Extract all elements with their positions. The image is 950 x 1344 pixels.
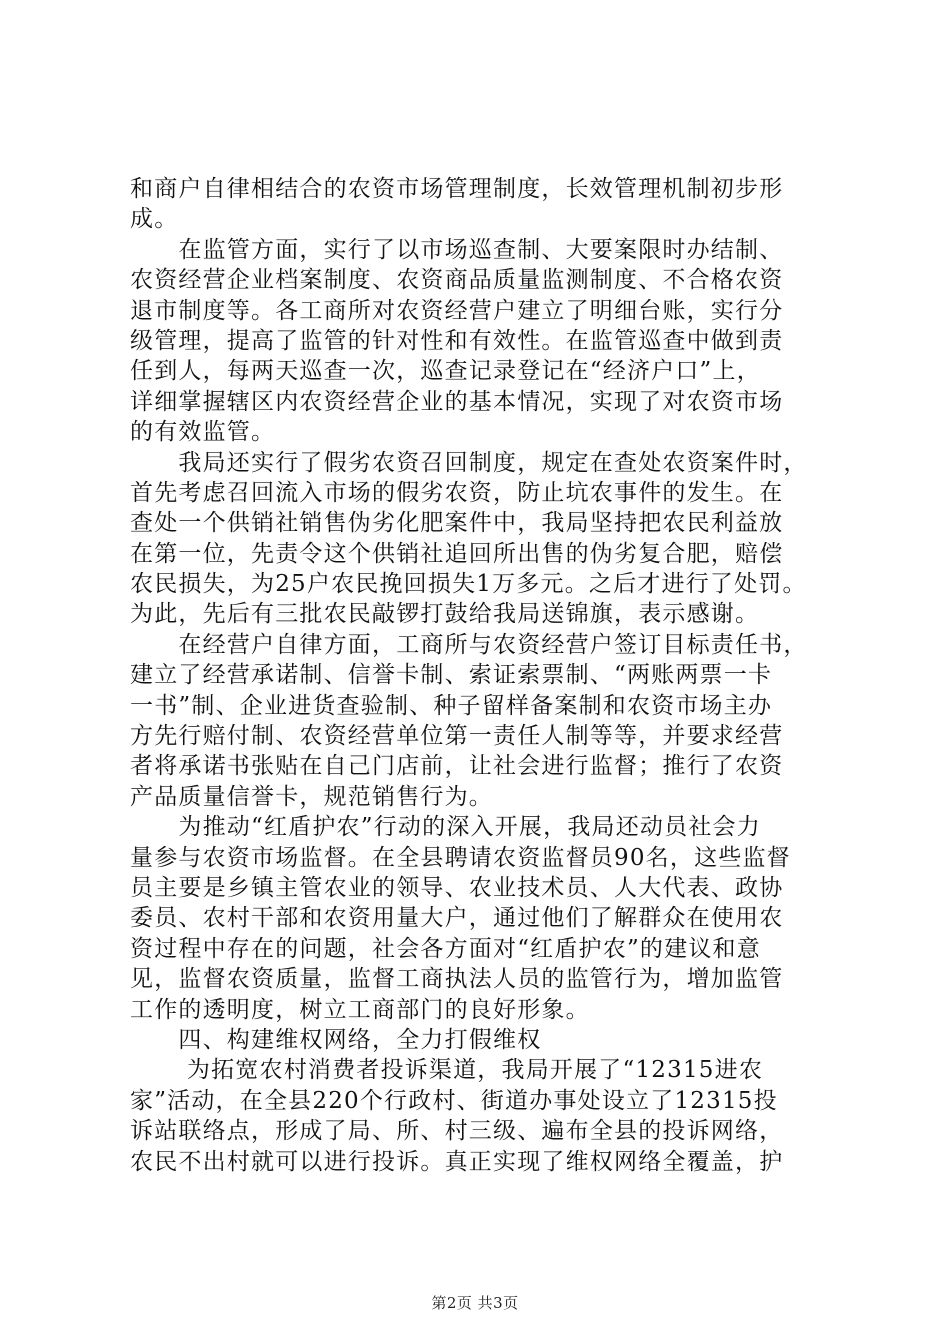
text-line: 者将承诺书张贴在自己门店前，让社会进行监督；推行了农资 bbox=[130, 753, 784, 780]
text-line: 见，监督农资质量，监督工商执法人员的监管行为，增加监管 bbox=[130, 966, 784, 993]
text-line: 退市制度等。各工商所对农资经营户建立了明细台账，实行分 bbox=[130, 297, 784, 324]
text-line: 建立了经营承诺制、信誉卡制、索证索票制、“两账两票一卡 bbox=[130, 662, 773, 689]
text-line: 员主要是乡镇主管农业的领导、农业技术员、人大代表、政协 bbox=[130, 874, 784, 901]
text-line: 农民损失，为25户农民挽回损失1万多元。之后才进行了处罚。 bbox=[130, 571, 807, 598]
text-line: 产品质量信誉卡，规范销售行为。 bbox=[130, 783, 493, 810]
text-line: 农资经营企业档案制度、农资商品质量监测制度、不合格农资 bbox=[130, 267, 784, 294]
text-line: 诉站联络点，形成了局、所、村三级、遍布全县的投诉网络， bbox=[130, 1118, 784, 1145]
text-line: 工作的透明度，树立工商部门的良好形象。 bbox=[130, 996, 590, 1023]
text-line: 我局还实行了假劣农资召回制度，规定在查处农资案件时， bbox=[130, 449, 808, 476]
text-line: 的有效监管。 bbox=[130, 419, 276, 446]
text-line: 为拓宽农村消费者投诉渠道，我局开展了“12315进农 bbox=[130, 1057, 764, 1084]
text-line: 任到人，每两天巡查一次，巡查记录登记在“经济户口”上， bbox=[130, 358, 761, 385]
text-line: 量参与农资市场监督。在全县聘请农资监督员90名，这些监督 bbox=[130, 844, 791, 871]
text-line: 成。 bbox=[130, 206, 179, 233]
text-line: 在经营户自律方面，工商所与农资经营户签订目标责任书， bbox=[130, 631, 808, 658]
body-text bbox=[130, 174, 830, 1177]
text-line: 在监管方面，实行了以市场巡查制、大要案限时办结制、 bbox=[130, 236, 784, 263]
text-line: 为推动“红盾护农”行动的深入开展，我局还动员社会力 bbox=[130, 814, 761, 841]
text-line: 和商户自律相结合的农资市场管理制度，长效管理机制初步形 bbox=[130, 176, 784, 202]
text-line: 在第一位，先责令这个供销社追回所出售的伪劣复合肥，赔偿 bbox=[130, 540, 784, 567]
text-line: 资过程中存在的问题，社会各方面对“红盾护农”的建议和意 bbox=[130, 935, 761, 962]
text-line: 为此，先后有三批农民敲锣打鼓给我局送锦旗，表示感谢。 bbox=[130, 601, 760, 628]
text-line: 一书”制、企业进货查验制、种子留样备案制和农资市场主办 bbox=[130, 692, 773, 719]
text-line: 详细掌握辖区内农资经营企业的基本情况，实现了对农资市场 bbox=[130, 388, 784, 415]
text-line: 家”活动，在全县220个行政村、街道办事处设立了12315投 bbox=[130, 1087, 778, 1114]
text-line: 四、构建维权网络，全力打假维权 bbox=[130, 1026, 542, 1053]
text-line: 查处一个供销社销售伪劣化肥案件中，我局坚持把农民利益放 bbox=[130, 510, 784, 537]
text-line: 方先行赔付制、农资经营单位第一责任人制等等，并要求经营 bbox=[130, 723, 784, 750]
text-line: 级管理，提高了监管的针对性和有效性。在监管巡查中做到责 bbox=[130, 327, 784, 354]
page-footer: 第2页 共3页 bbox=[431, 1294, 519, 1312]
text-line: 首先考虑召回流入市场的假劣农资，防止坑农事件的发生。在 bbox=[130, 479, 784, 506]
text-line: 委员、农村干部和农资用量大户，通过他们了解群众在使用农 bbox=[130, 905, 784, 932]
text-line: 农民不出村就可以进行投诉。真正实现了维权网络全覆盖，护 bbox=[130, 1148, 784, 1175]
